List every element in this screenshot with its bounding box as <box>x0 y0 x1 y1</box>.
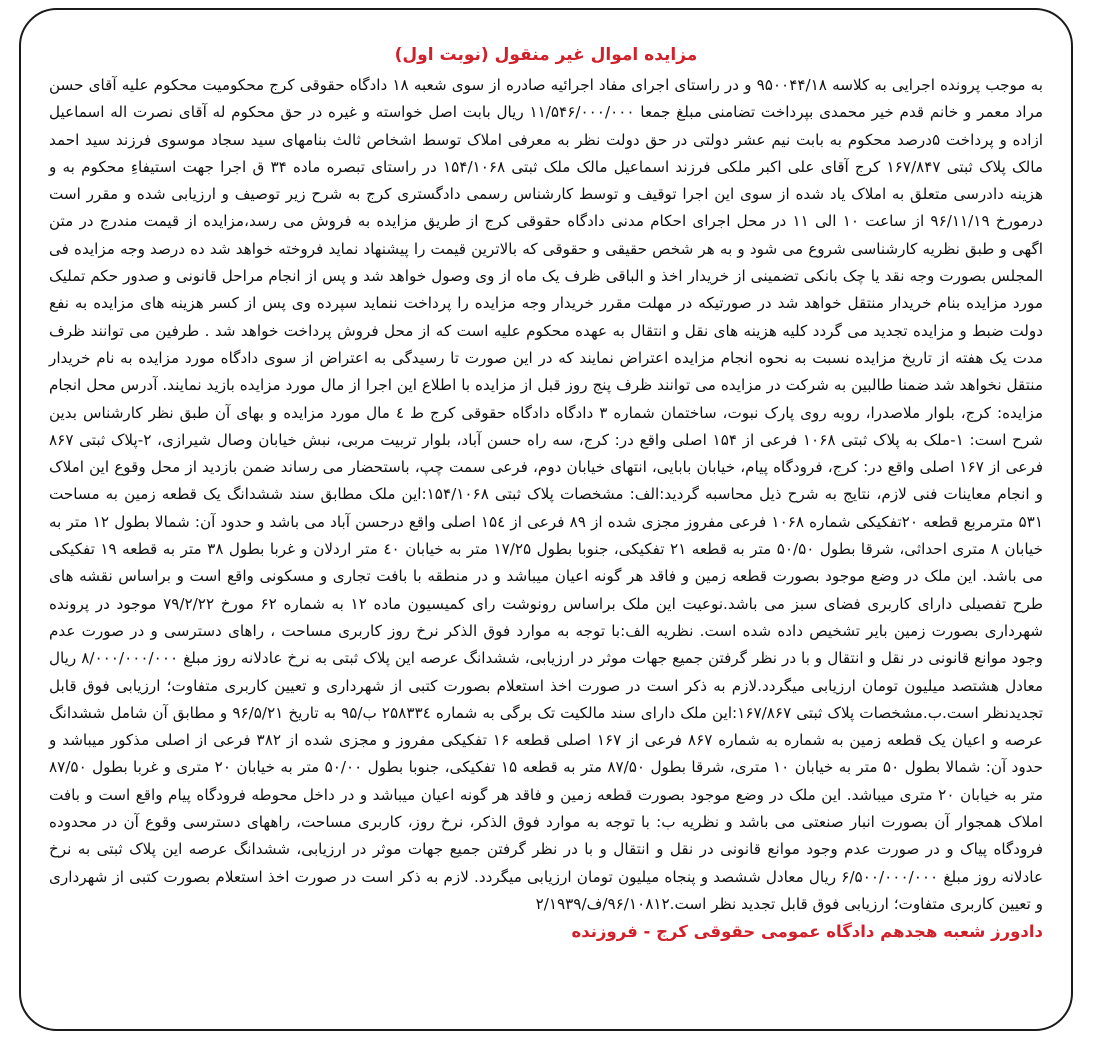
notice-body: به موجب پرونده اجرایی به کلاسه ۹۵۰۰۴۴/۱۸ و در راستای اجرای مفاد اجرائیه صادره از سوی شعبه ۱۸ دادگاه حقوقی کرج محکومیت محکوم علیه آقای حسن مراد معمر و خانم قدم خیر محمدی بپرداخت تضامنی مبلغ جمعا ۱۱/۵۴۶/۰۰۰/۰۰۰ ریال بابت اصل خواسته و غیره در حق محکوم له آقای نصرت اله اسماعیل ازاده و پرداخت ۵درصد محکوم به بابت نیم عشر دولتی در حق دولت نظر به معرفی املاک توسط اشخاص ثالث بنامهای سید سجاد موسوی فرزند سید احمد مالک پلاک ثبتی ۱۶۷/۸۴۷ کرج آقای علی اکبر ملکی فرزند اسماعیل مالک ملک ثبتی ۱۵۴/۱۰۶۸ در راستای تبصره ماده ۳۴ ق اجرا جهت استیفاءِ محکوم به و هزینه دادرسی متعلق به املاک یاد شده از سوی این اجرا توقیف و توسط کارشناس رسمی دادگستری کرج به شرح زیر توصیف و ارزیابی شده و مقرر است درمورخ ۹۶/۱۱/۱۹ از ساعت ۱۰ الی ۱۱ در محل اجرای احکام مدنی دادگاه حقوقی کرج از طریق مزایده به فروش می رسد،مزایده از قیمت مندرج در متن اگهی و طبق نظریه کارشناسی شروع می شود و به هر شخص حقیقی و حقوقی که بالاترین قیمت را پیشنهاد نماید فروخته خواهد شد ده درصد وجه مزایده فی المجلس بصورت وجه نقد یا چک بانکی تضمینی از خریدار اخذ و الباقی ظرف یک ماه از وی وصول خواهد شد و پس از انجام مراحل قانونی و صدور حکم تملیک مورد مزایده بنام خریدار منتقل خواهد شد در صورتیکه در مهلت مقرر خریدار وجه مزایده را پرداخت ننماید سپرده وی پس از کسر هزینه های مزایده به نفع دولت ضبط و مزایده تجدید می گردد کلیه هزینه های نقل و انتقال به عهده محکوم علیه است که از محل فروش پرداخت خواهد شد . طرفین می توانند ظرف مدت یک هفته از تاریخ مزایده نسبت به نحوه انجام مزایده اعتراض نمایند که در این صورت تا رسیدگی به اعتراض از سوی دادگاه مورد مزایده به نام خریدار منتقل نخواهد شد ضمنا طالبین به شرکت در مزایده می توانند ظرف پنج روز قبل از مزایده با اطلاع این اجرا از مال مورد مزایده بازید نمایند. آدرس محل انجام مزایده: کرج، بلوار ملاصدرا، روبه روی پارک نبوت، ساختمان شماره ۳ دادگاه دادگاه حقوقی کرج ط ٤ مال مورد مزایده و بهای آن طبق نظر کارشناس بدین شرح است: ۱-ملک به پلاک ثبتی ۱۰۶۸ فرعی از ۱۵۴ اصلی واقع در: کرج، سه راه حسن آباد، بلوار تربیت مربی، نبش خیابان وصال شیرازی، ۲-پلاک ثبتی ۸۶۷ فرعی از ۱۶۷ اصلی واقع در: کرج، فرودگاه پیام، خیابان بابایی، انتهای خیابان دوم، فرعی سمت چپ، باستحضار می رساند ضمن بازدید از محل وقوع این املاک و انجام معاینات فنی لازم، نتایج به شرح ذیل محاسبه گردید:الف: مشخصات پلاک ثبتی ۱۵۴/۱۰۶۸:این ملک مطابق سند ششدانگ یک قطعه زمین به مساحت ۵۳۱ مترمربع قطعه ۲۰تفکیکی شماره ۱۰۶۸ فرعی مفروز مجزی شده از ۸۹ فرعی از ۱۵٤ اصلی واقع درحسن آباد می باشد و حدود آن: شمالا بطول ۱۲ متر به خیابان ۸ متری احداثی، شرقا بطول ۵۰/۵۰ متر به قطعه ۲۱ تفکیکی، جنوبا بطول ۱۷/۲۵ متر به خیابان ٤۰ متر اردلان و غربا بطول ۳۸ متر به قطعه ۱۹ تفکیکی می باشد. این ملک در وضع موجود بصورت قطعه زمین و فاقد هر گونه اعیان میباشد و در منطقه با بافت تجاری و مسکونی واقع است و براساس نقشه های طرح تفصیلی دارای کاربری فضای سبز می باشد.نوعیت این ملک براساس رونوشت رای کمیسیون ماده ۱۲ به شماره ۶۲ مورخ ۷۹/۲/۲۲ موجود در پرونده شهرداری بصورت زمین بایر تشخیص داده شده است. نظریه الف:با توجه به موارد فوق الذکر نرخ روز کاربری مساحت ، راهای دسترسی و در صورت عدم وجود موانع قانونی در نقل و انتقال و با در نظر گرفتن جمیع جهات موثر در ارزیابی، ششدانگ عرصه این پلاک ثبتی به نرخ عادلانه روز مبلغ ۸/۰۰۰/۰۰۰/۰۰۰ ریال معادل هشتصد میلیون تومان ارزیابی میگردد.لازم به ذکر است در صورت اخذ استعلام بصورت کتبی از شهرداری و تعیین کاربری متفاوت؛ ارزیابی فوق قابل تجدیدنظر است.ب.مشخصات پلاک ثبتی ۱۶۷/۸۶۷:این ملک دارای سند مالکیت تک برگی به شماره ۲۵۸۳۳٤ ب/۹۵ به تاریخ ۹۶/۵/۲۱ و مطابق آن شامل ششدانگ عرصه و اعیان یک قطعه زمین به شماره به شماره ۸۶۷ فرعی از ۱۶۷ اصلی قطعه ۱۶ تفکیکی مفروز و مجزی شده از ۳۸۲ فرعی از اصلی مذکور میباشد و حدود آن: شمالا بطول ۵۰ متر به خیابان ۱۰ متری، شرقا بطول ۸۷/۵۰ متر به قطعه ۱۵ تفکیکی، جنوبا بطول ۵۰/۰۰ متر به خیابان ۲۰ متری و غربا بطول ۸۷/۵۰ متر به خیابان ۲۰ متری میباشد. این ملک در وضع موجود بصورت قطعه زمین و فاقد هر گونه اعیان میباشد و در داخل محوطه فرودگاه پیام واقع است و بافت املاک همجوار آن بصورت انبار صنعتی می باشد و نظریه ب: با توجه به موارد فوق الذکر، نرخ روز، کاربری مساحت، راههای دسترسی وقوع آن در محدوده فرودگاه پیاک و در صورت عدم وجود موانع قانونی در نقل و انتقال و با در نظر گرفتن جمیع جهات موثر در ارزیابی، ششدانگ عرصه این پلاک ثبتی به نرخ عادلانه روز مبلغ ۶/۵۰۰/۰۰۰/۰۰۰ ریال معادل ششصد و پنجاه میلیون تومان ارزیابی میگردد. لازم به ذکر است در صورت اخذ استعلام بصورت کتبی از شهرداری و تعیین کاربری متفاوت؛ ارزیابی فوق قابل تجدید نظر است.۹۶/۱۰۸۱۲/ف/۲/۱۹۳۹ <box>49 76 1044 913</box>
notice-frame <box>19 8 1073 1031</box>
notice-title: مزایده اموال غیر منقول (نوبت اول) <box>394 45 698 65</box>
notice-signature: دادورز شعبه هجدهم دادگاه عمومی حقوقی کرج - فروزنده <box>571 922 1043 942</box>
